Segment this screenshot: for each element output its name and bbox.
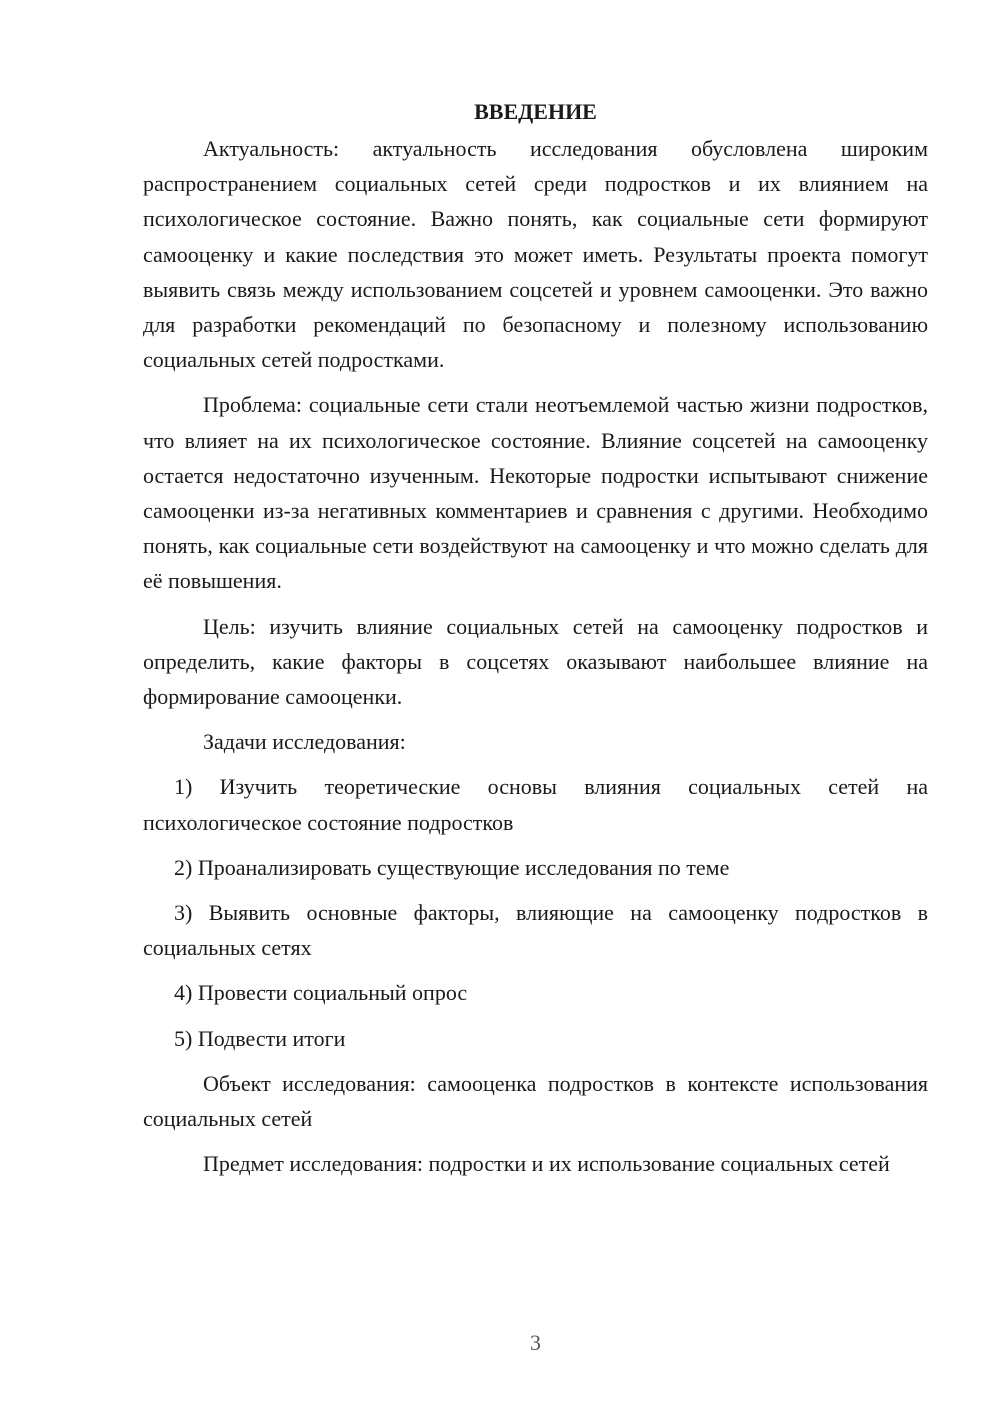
page-number: 3: [530, 1330, 541, 1355]
page-title: ВВЕДЕНИЕ: [474, 99, 597, 124]
object-paragraph: Объект исследования: самооценка подростков в контексте использования социальных сетей: [143, 1070, 928, 1132]
task-item-2: 2) Проанализировать существующие исследования по теме: [174, 854, 730, 880]
relevance-paragraph: Актуальность: актуальность исследования обусловлена широким распространением социальных сетей среди подростков и их влиянием на психологическое состояние. Важно понять, как социальные сети формируют самооценку и какие последствия это может иметь. Результаты проекта помогут выявить связь между использованием соцсетей и уровнем самооценки. Это важно для разработки рекомендаций по безопасному и полезному использованию социальных сетей подростками.: [143, 136, 928, 373]
goal-paragraph: Цель: изучить влияние социальных сетей на самооценку подростков и определить, какие факторы в соцсетях оказывают наибольшее влияние на формирование самооценки.: [143, 613, 928, 710]
task-item-3: 3) Выявить основные факторы, влияющие на самооценку подростков в социальных сетях: [143, 900, 928, 961]
task-item-4: 4) Провести социальный опрос: [174, 980, 468, 1006]
document-page: [143, 94, 928, 1191]
task-item-5: 5) Подвести итоги: [174, 1025, 346, 1051]
problem-paragraph: Проблема: социальные сети стали неотъемлемой частью жизни подростков, что влияет на их психологическое состояние. Влияние соцсетей на самооценку остается недостаточно изученным. Некоторые подростки испытывают снижение самооценки из-за негативных комментариев и сравнения с другими. Необходимо понять, как социальные сети воздействуют на самооценку и что можно сделать для её повышения.: [143, 392, 928, 594]
tasks-heading: Задачи исследования:: [203, 729, 406, 755]
task-item-1: 1) Изучить теоретические основы влияния социальных сетей на психологическое состояние подростков: [143, 774, 928, 835]
subject-paragraph: Предмет исследования: подростки и их использование социальных сетей: [203, 1151, 890, 1177]
